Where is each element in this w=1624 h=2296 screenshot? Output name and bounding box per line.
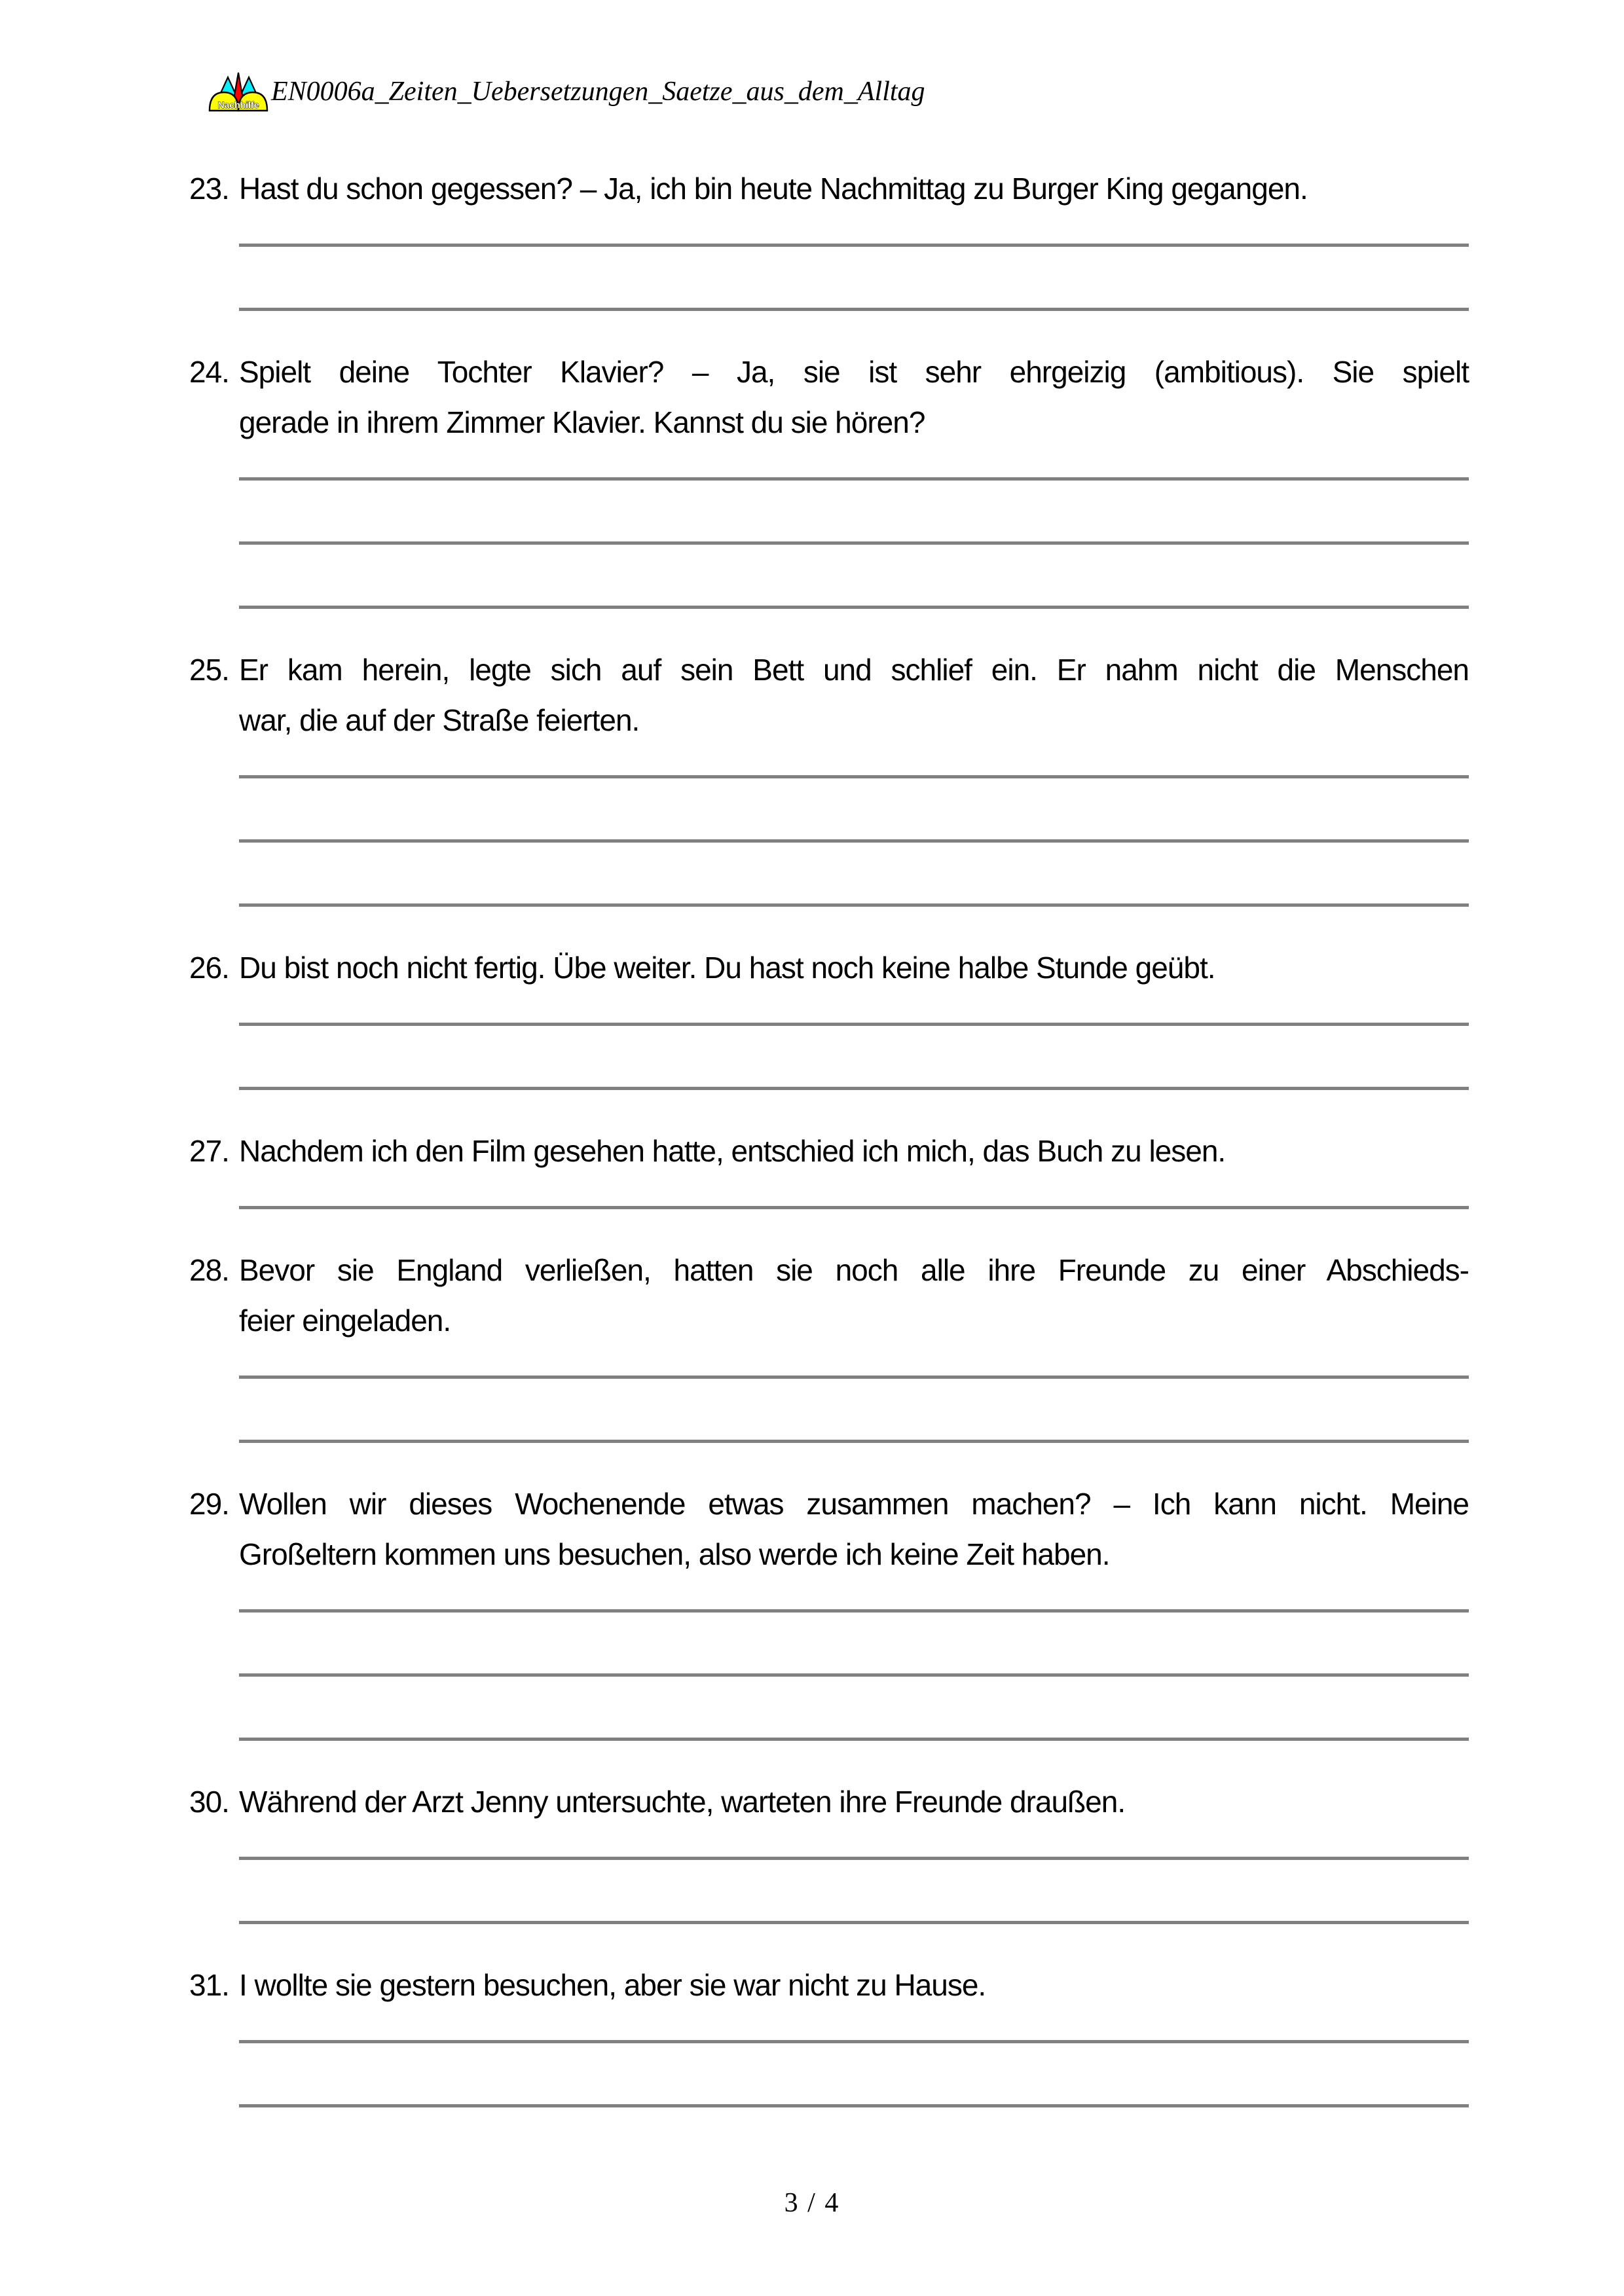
item-text-line: Du bist noch nicht fertig. Übe weiter. Du hast noch keine halbe Stunde geübt.	[239, 951, 1215, 985]
item-text	[239, 1960, 1469, 2011]
exercise-item	[189, 164, 1624, 311]
item-number: 27.	[189, 1134, 229, 1168]
item-number: 28.	[189, 1253, 229, 1287]
item-row	[189, 943, 1624, 993]
answer-line	[239, 1440, 1469, 1443]
item-row	[189, 1245, 1624, 1346]
answer-line	[239, 2040, 1469, 2043]
nachhilfe-mountain-logo-icon	[208, 71, 268, 112]
answer-area	[239, 1376, 1469, 1443]
exercise-item	[189, 1960, 1624, 2107]
item-number: 24.	[189, 355, 229, 389]
answer-area	[239, 2040, 1469, 2107]
answer-line	[239, 1857, 1469, 1860]
item-number: 25.	[189, 653, 229, 687]
answer-area	[239, 477, 1469, 609]
item-text-line: Großeltern kommen uns besuchen, also werde ich keine Zeit haben.	[239, 1537, 1110, 1571]
item-row	[189, 1960, 1624, 2011]
document-title: EN0006a_Zeiten_Uebersetzungen_Saetze_aus_dem_Alltag	[271, 77, 925, 107]
exercise-list	[189, 164, 1624, 2107]
item-text-line: Wollen wir dieses Wochenende etwas zusammen machen? – Ich kann nicht. Meine	[239, 1487, 1469, 1521]
answer-line	[239, 903, 1469, 907]
item-text	[239, 347, 1469, 448]
answer-line	[239, 1738, 1469, 1741]
item-number: 30.	[189, 1785, 229, 1819]
answer-line	[239, 1609, 1469, 1613]
answer-line	[239, 839, 1469, 843]
item-text-line: I wollte sie gestern besuchen, aber sie war nicht zu Hause.	[239, 1968, 986, 2002]
item-row	[189, 1126, 1624, 1176]
answer-area	[239, 1023, 1469, 1090]
item-text	[239, 1126, 1469, 1176]
item-row	[189, 1479, 1624, 1580]
item-text	[239, 645, 1469, 746]
page-number: 3 / 4	[784, 2188, 840, 2218]
answer-area	[239, 1857, 1469, 1924]
item-number: 31.	[189, 1968, 229, 2002]
item-row	[189, 164, 1624, 214]
item-row	[189, 347, 1624, 448]
header	[208, 71, 1624, 113]
answer-line	[239, 308, 1469, 311]
item-text-line: Während der Arzt Jenny untersuchte, warteten ihre Freunde draußen.	[239, 1785, 1126, 1819]
item-text-line: Spielt deine Tochter Klavier? – Ja, sie ist sehr ehrgeizig (ambitious). Sie spielt	[239, 355, 1469, 389]
exercise-item	[189, 943, 1624, 1090]
item-text-line: gerade in ihrem Zimmer Klavier. Kannst du sie hören?	[239, 405, 925, 439]
item-text	[239, 164, 1469, 214]
answer-line	[239, 1087, 1469, 1090]
answer-line	[239, 606, 1469, 609]
answer-line	[239, 477, 1469, 481]
answer-line	[239, 541, 1469, 545]
exercise-item	[189, 1777, 1624, 1924]
item-number: 23.	[189, 172, 229, 206]
exercise-item	[189, 1126, 1624, 1209]
item-text	[239, 1777, 1469, 1827]
item-text-line: war, die auf der Straße feierten.	[239, 703, 640, 737]
answer-area	[239, 1206, 1469, 1209]
item-text	[239, 1245, 1469, 1346]
answer-line	[239, 1921, 1469, 1924]
answer-line	[239, 775, 1469, 778]
answer-line	[239, 1023, 1469, 1026]
item-text-line: Er kam herein, legte sich auf sein Bett und schlief ein. Er nahm nicht die Menschen	[239, 653, 1469, 687]
answer-line	[239, 1673, 1469, 1677]
exercise-item	[189, 1245, 1624, 1443]
exercise-item	[189, 1479, 1624, 1741]
answer-line	[239, 244, 1469, 247]
exercise-item	[189, 347, 1624, 609]
item-row	[189, 1777, 1624, 1827]
item-text-line: Hast du schon gegessen? – Ja, ich bin heute Nachmittag zu Burger King gegangen.	[239, 172, 1308, 206]
exercise-item	[189, 645, 1624, 907]
answer-line	[239, 1376, 1469, 1379]
item-text-line: Bevor sie England verließen, hatten sie noch alle ihre Freunde zu einer Abschieds-	[239, 1253, 1469, 1287]
answer-line	[239, 2104, 1469, 2107]
logo-text: Nachhilfe	[217, 100, 259, 110]
item-number: 26.	[189, 951, 229, 985]
footer	[0, 2187, 1624, 2219]
item-text-line: feier eingeladen.	[239, 1303, 451, 1338]
item-text	[239, 943, 1469, 993]
answer-line	[239, 1206, 1469, 1209]
item-text	[239, 1479, 1469, 1580]
item-text-line: Nachdem ich den Film gesehen hatte, entschied ich mich, das Buch zu lesen.	[239, 1134, 1226, 1168]
answer-area	[239, 1609, 1469, 1741]
item-row	[189, 645, 1624, 746]
item-number: 29.	[189, 1487, 229, 1521]
answer-area	[239, 775, 1469, 907]
answer-area	[239, 244, 1469, 311]
